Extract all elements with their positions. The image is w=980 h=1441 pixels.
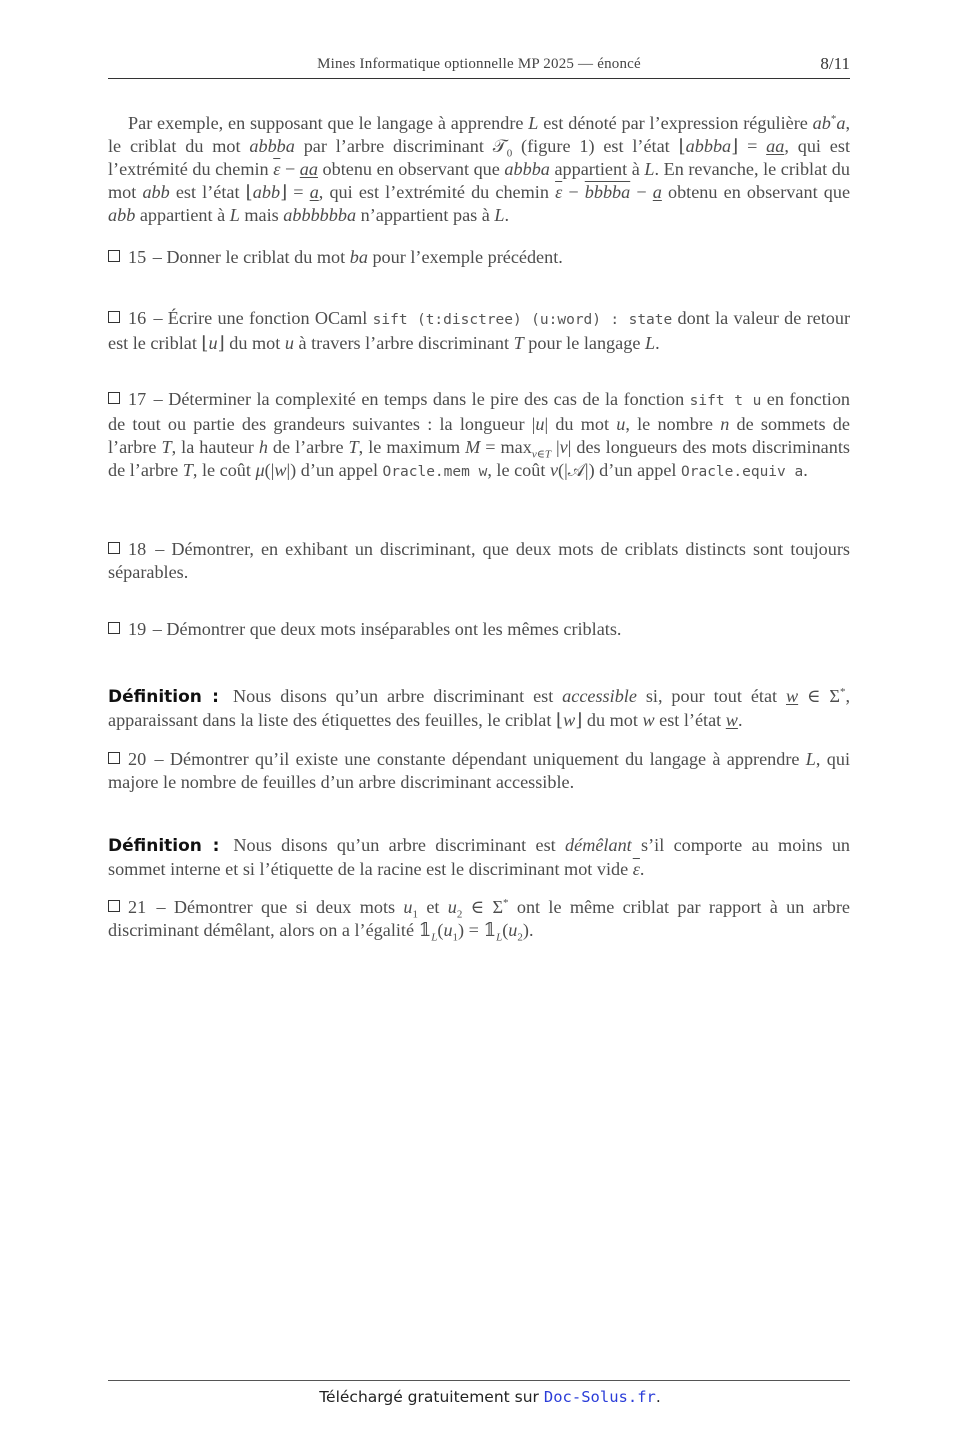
checkbox-icon	[108, 311, 120, 323]
question-text: – Donner le criblat du mot ba pour l’exemple précédent.	[152, 247, 563, 267]
question-text: – Écrire une fonction OCaml	[153, 308, 368, 328]
footer-text: Téléchargé gratuitement sur	[319, 1388, 539, 1406]
doc-solus-link[interactable]: Doc-Solus.fr	[543, 1388, 656, 1406]
page-number: 8/11	[820, 54, 850, 73]
question-text: – Démontrer que si deux mots $u_1$ et $u_2$ ∈ Σ* ont le même criblat par rapport à un arbre discriminant démêlant, alors on a l’égalité $𝟙_L(u_1)$ = $𝟙_L(u_2)$.	[108, 896, 850, 944]
question-text: – Démontrer qu’il existe une constante dépendant uniquement du langage à apprendre L, qui majore le nombre de feuilles d’un arbre discriminant accessible.	[108, 749, 851, 792]
question-text: – Démontrer que deux mots inséparables ont les mêmes criblats.	[152, 619, 622, 639]
question-20	[108, 748, 850, 794]
footer-divider	[108, 1380, 850, 1381]
question-number: 17	[128, 389, 147, 409]
checkbox-icon	[108, 900, 120, 912]
definition-accessible: Définition : Nous disons qu’un arbre discriminant est accessible si, pour tout état w ∈ Σ*, apparaissant dans la liste des étiquettes des feuilles, le criblat ⌊w⌋ du mot w est l’état w.	[108, 685, 851, 730]
checkbox-icon	[108, 622, 120, 634]
definition-demelant: Définition : Nous disons qu’un arbre discriminant est démêlant s’il comporte au moins un sommet interne et si l’étiquette de la racine est le discriminant mot vide $\overline{\varepsilon}$.	[108, 835, 851, 879]
code-snippet: Oracle.mem w	[382, 464, 488, 480]
code-snippet: Oracle.equiv a	[681, 464, 804, 480]
intro-text: Par exemple, en supposant que le langage à apprendre L est dénoté par l’expression régulière ab*a, le criblat du mot abbba par l’arbre discriminant 𝒯$_0$ (figure 1) est l’état ⌊abbba⌋ = aa, qui est l’extrémité du chemin $\overline{\varepsilon}$ − aa obtenu en observant que abbba appartient à L. En revanche, le criblat du mot abb est l’état ⌊abb⌋ = a, qui est l’extrémité du chemin $\overline{\varepsilon}$ − bbbba − a obtenu en observant que abb appartient à L mais abbbbbba n’appartient pas à L.	[108, 112, 851, 225]
question-number: 19	[128, 619, 147, 639]
header-title: Mines Informatique optionnelle MP 2025 — énoncé	[317, 56, 641, 72]
intro-paragraph	[108, 112, 850, 227]
page-footer	[0, 1388, 980, 1406]
question-number: 18	[128, 539, 147, 559]
question-21	[108, 896, 850, 942]
question-number: 20	[128, 749, 147, 769]
question-16: 16 – Écrire une fonction OCaml sift (t:disctree) (u:word) : state dont la valeur de retour est le criblat ⌊u⌋ du mot u à travers l’arbre discriminant T pour le langage L.	[108, 308, 850, 353]
code-snippet: sift (t:disctree) (u:word) : state	[372, 312, 673, 328]
definition-label: Définition :	[108, 687, 219, 707]
question-number: 16	[128, 308, 147, 328]
page-header	[108, 54, 850, 79]
question-text: – Déterminer la complexité en temps dans le pire des cas de la fonction	[153, 389, 685, 409]
question-18	[108, 538, 850, 584]
definition-label: Définition :	[108, 836, 220, 856]
question-17: 17 – Déterminer la complexité en temps dans le pire des cas de la fonction sift t u en fonction de tout ou partie des grandeurs suivantes : la longueur |u| du mot u, le nombre n de sommets de l’arbre T, la hauteur h de l’arbre T, le maximum $M = \max_{v\in T} |v|$ des longueurs des mots discriminants de l’arbre T, le coût μ(|w|) d’un appel Oracle.mem w, le coût ν(|𝒜|) d’un appel Oracle.equiv a.	[108, 389, 851, 480]
question-number: 21	[128, 897, 147, 917]
checkbox-icon	[108, 752, 120, 764]
checkbox-icon	[108, 250, 120, 262]
question-text: – Démontrer, en exhibant un discriminant, que deux mots de criblats distincts sont toujours séparables.	[108, 539, 850, 582]
question-15	[108, 246, 850, 269]
footer-end: .	[655, 1388, 661, 1406]
question-19	[108, 618, 850, 641]
checkbox-icon	[108, 542, 120, 554]
checkbox-icon	[108, 392, 120, 404]
question-number: 15	[128, 247, 147, 267]
code-snippet: sift t u	[689, 393, 762, 409]
